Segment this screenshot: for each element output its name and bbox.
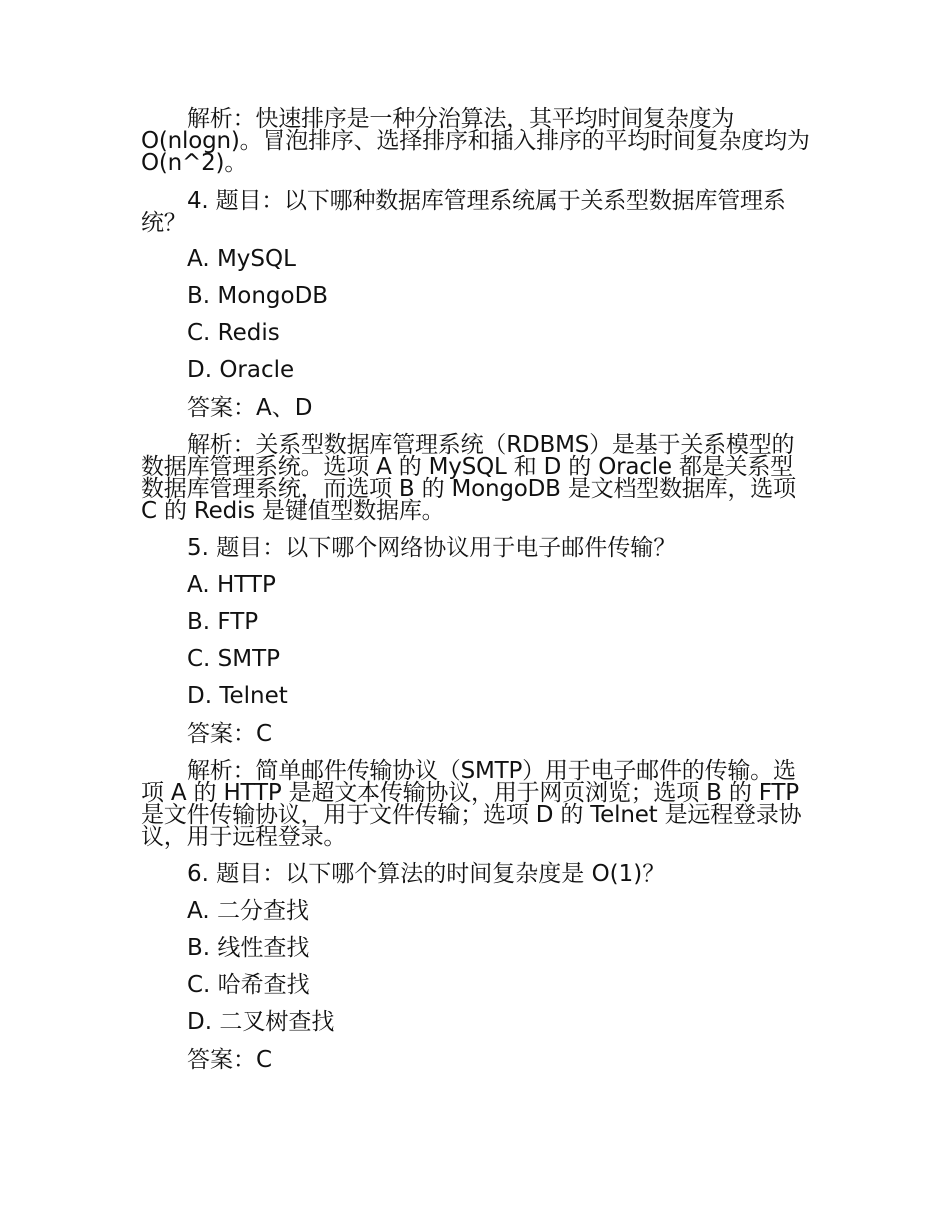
question-6-answer: 答案：C — [187, 1047, 273, 1073]
question-5-answer: 答案：C — [187, 721, 273, 747]
question-6-option-b: B. 线性查找 — [187, 935, 310, 961]
question-6-option-d: D. 二叉树查找 — [187, 1009, 335, 1035]
question-5-title: 5. 题目：以下哪个网络协议用于电子邮件传输？ — [187, 535, 677, 561]
question-4-option-d: D. Oracle — [187, 357, 295, 383]
question-5-option-c: C. SMTP — [187, 646, 281, 672]
question-6-option-c: C. 哈希查找 — [187, 972, 310, 998]
question-4-option-a: A. MySQL — [187, 246, 296, 272]
question-4-title: 4. 题目：以下哪种数据库管理系统属于关系型数据库管理系统？ — [141, 188, 786, 236]
question-6-title: 6. 题目：以下哪个算法的时间复杂度是 O(1)？ — [187, 861, 666, 887]
explanation-q5: 解析：简单邮件传输协议（SMTP）用于电子邮件的传输。选项 A 的 HTTP 是超文本传输协议，用于网页浏览；选项 B 的 FTP 是文件传输协议，用于文件传输；选项 D 的 Telnet 是远程登录协议，用于远程登录。 — [141, 758, 802, 850]
question-4-option-b: B. MongoDB — [187, 283, 329, 309]
question-4-option-c: C. Redis — [187, 320, 280, 346]
question-5-option-d: D. Telnet — [187, 683, 288, 709]
explanation-q4: 解析：关系型数据库管理系统（RDBMS）是基于关系模型的数据库管理系统。选项 A 的 MySQL 和 D 的 Oracle 都是关系型数据库管理系统，而选项 B 的 MongoDB 是文档型数据库，选项 C 的 Redis 是键值型数据库。 — [141, 432, 796, 524]
question-6-option-a: A. 二分查找 — [187, 898, 309, 924]
question-5-option-b: B. FTP — [187, 609, 259, 635]
explanation-q3: 解析：快速排序是一种分治算法，其平均时间复杂度为 O(nlogn)。冒泡排序、选择排序和插入排序的平均时间复杂度均为 O(n^2)。 — [141, 106, 810, 176]
question-5-option-a: A. HTTP — [187, 572, 276, 598]
question-4-answer: 答案：A、D — [187, 395, 313, 421]
